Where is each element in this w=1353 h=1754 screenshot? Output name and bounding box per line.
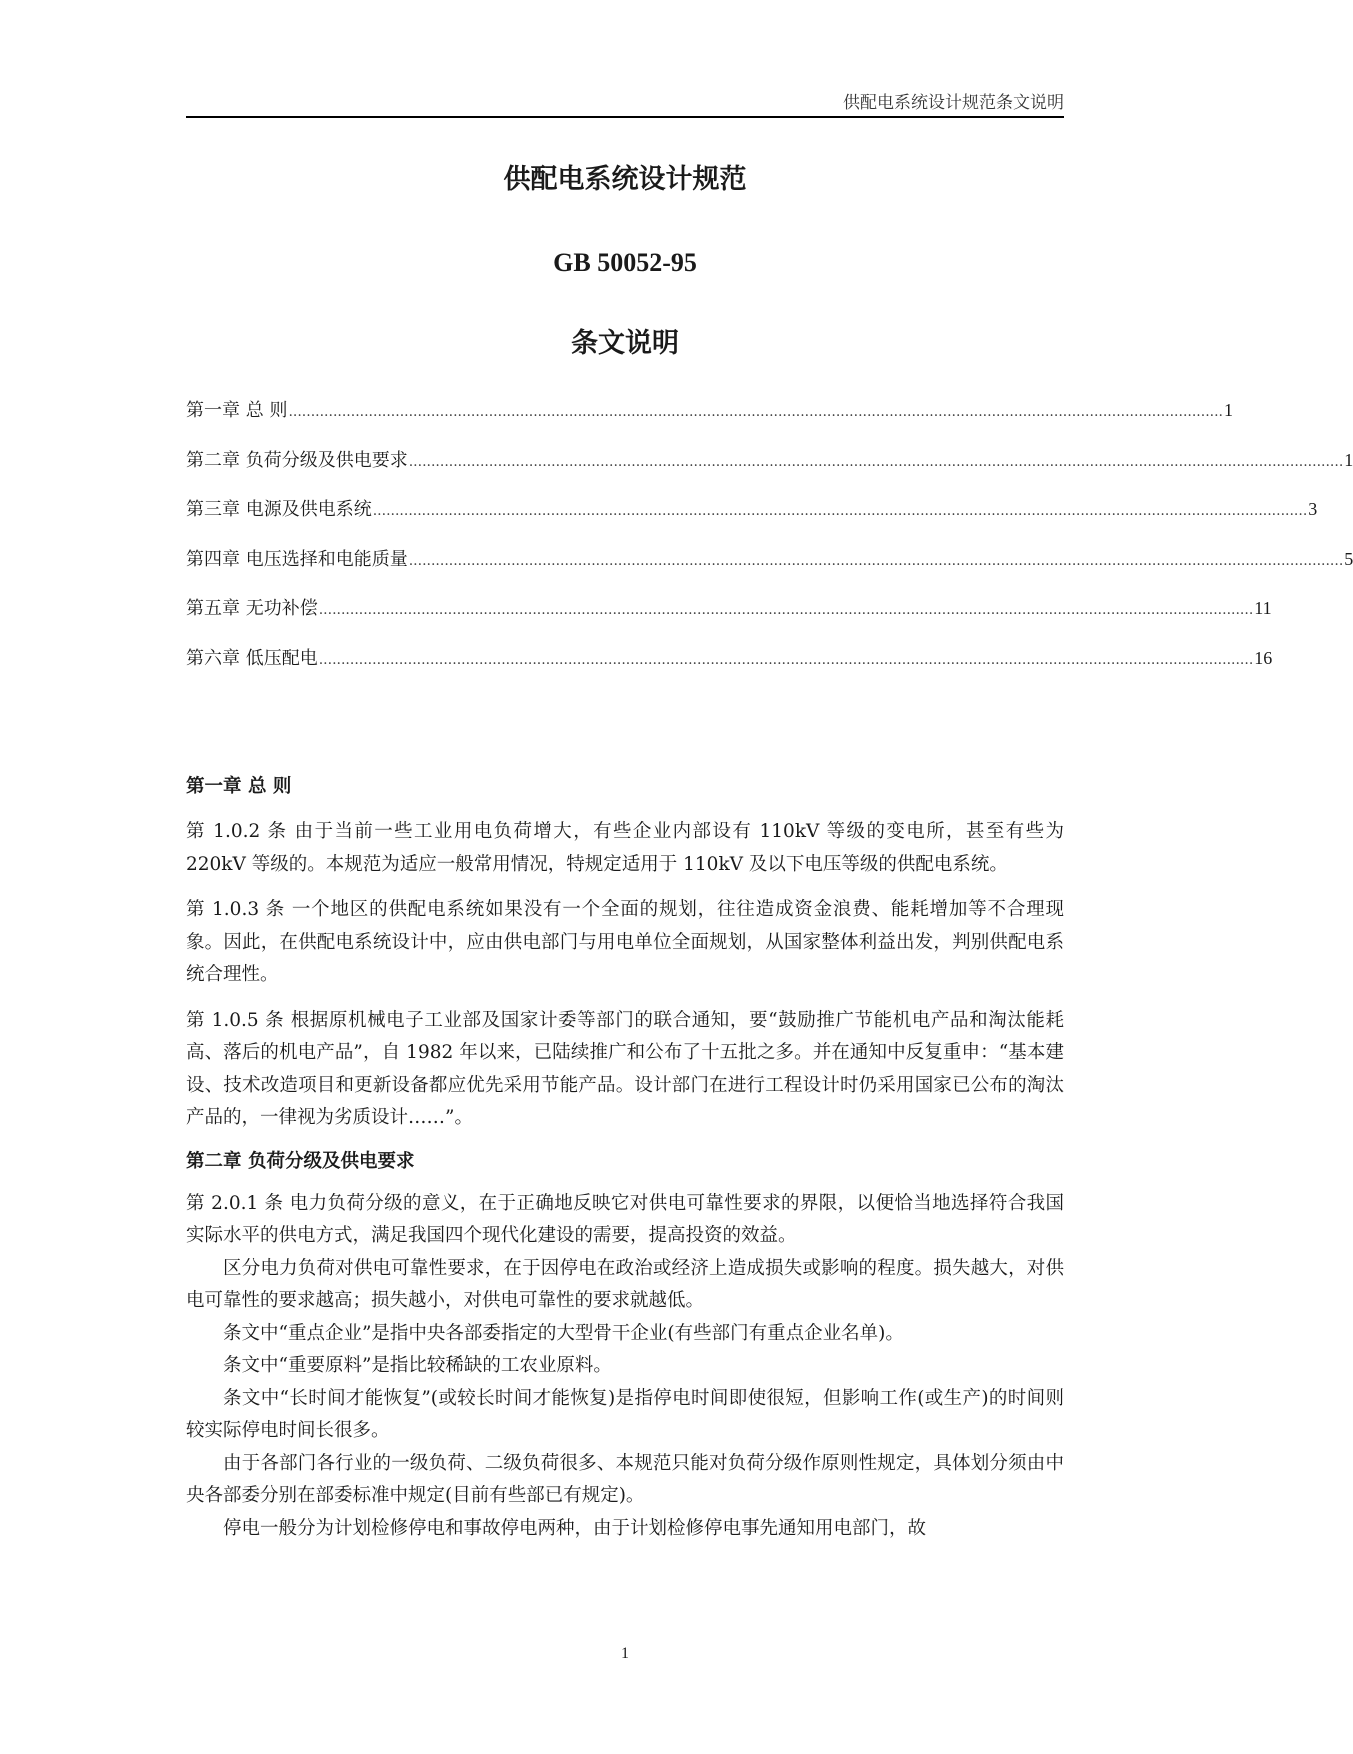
toc-entry[interactable]: [186, 446, 1353, 496]
standard-code: GB 50052-95: [553, 248, 697, 277]
body-content: [186, 770, 1064, 1545]
toc-entry-page: 1: [1224, 400, 1233, 420]
toc-entry-page: 11: [1254, 598, 1272, 618]
toc-entry[interactable]: [186, 644, 1273, 694]
toc-leader-dots: ..................................................................................................................................................................................................................: [408, 453, 1344, 470]
chapter-heading: 第一章 总 则: [186, 776, 292, 797]
running-header: 供配电系统设计规范条文说明: [843, 93, 1064, 113]
chapter-heading: 第二章 负荷分级及供电要求: [186, 1150, 415, 1172]
toc-entry-label: 第一章 总 则: [186, 400, 288, 421]
toc-entry-label: 第五章 无功补偿: [186, 598, 318, 619]
toc-entry-page: 3: [1308, 499, 1318, 519]
body-paragraph: 条文中“重要原料”是指比较稀缺的工农业原料。: [223, 1355, 612, 1376]
toc-entry-page: 5: [1344, 548, 1353, 569]
toc-entry-page: 16: [1254, 647, 1273, 668]
header-rule: [186, 116, 1064, 118]
clause-paragraph: 第 1.0.2 条 由于当前一些工业用电负荷增大，有些企业内部设有 110kV 等级的变电所，甚至有些为 220kV 等级的。本规范为适应一般常用情况，特规定适用于 110kV 及以下电压等级的供配电系统。: [186, 821, 1064, 875]
toc-entry-label: 第三章 电源及供电系统: [186, 499, 372, 520]
table-of-contents: [186, 396, 1353, 693]
toc-entry[interactable]: [186, 396, 1233, 446]
clause-paragraph: 第 2.0.1 条 电力负荷分级的意义，在于正确地反映它对供电可靠性要求的界限，以便恰当地选择符合我国实际水平的供电方式，满足我国四个现代化建设的需要，提高投资的效益。: [186, 1192, 1064, 1246]
document-title: 供配电系统设计规范: [503, 164, 747, 195]
clause-paragraph: 第 1.0.3 条 一个地区的供配电系统如果没有一个全面的规划，往往造成资金浪费、能耗增加等不合理现象。因此，在供配电系统设计中，应由供电部门与用电单位全面规划，从国家整体利益出发，判别供配电系统合理性。: [186, 899, 1064, 985]
body-paragraph: 区分电力负荷对供电可靠性要求，在于因停电在政治或经济上造成损失或影响的程度。损失越大，对供电可靠性的要求越高；损失越小，对供电可靠性的要求就越低。: [186, 1257, 1064, 1311]
toc-leader-dots: ..................................................................................................................................................................................................................: [372, 503, 1308, 519]
toc-leader-dots: ..................................................................................................................................................................................................................: [408, 552, 1344, 569]
body-paragraph: 停电一般分为计划检修停电和事故停电两种，由于计划检修停电事先通知用电部门，故: [223, 1517, 927, 1539]
body-paragraph: 条文中“长时间才能恢复”(或较长时间才能恢复)是指停电时间即使很短，但影响工作(或生产)的时间则较实际停电时间长很多。: [186, 1387, 1064, 1441]
toc-entry[interactable]: [186, 495, 1318, 545]
toc-leader-dots: ..................................................................................................................................................................................................................: [318, 602, 1254, 618]
body-paragraph: 由于各部门各行业的一级负荷、二级负荷很多、本规范只能对负荷分级作原则性规定，具体划分须由中央各部委分别在部委标准中规定(目前有些部已有规定)。: [186, 1452, 1064, 1506]
toc-entry[interactable]: [186, 545, 1353, 595]
toc-entry-label: 第四章 电压选择和电能质量: [186, 548, 408, 570]
body-paragraph: 条文中“重点企业”是指中央各部委指定的大型骨干企业(有些部门有重点企业名单)。: [223, 1322, 904, 1344]
toc-entry[interactable]: [186, 594, 1272, 644]
toc-leader-dots: ..................................................................................................................................................................................................................: [318, 651, 1254, 668]
page-number: 1: [621, 1645, 629, 1662]
title-block: [186, 160, 1064, 364]
document-subtitle: 条文说明: [571, 328, 679, 359]
toc-leader-dots: ..................................................................................................................................................................................................................: [288, 404, 1223, 420]
toc-entry-label: 第六章 低压配电: [186, 647, 318, 669]
toc-entry-page: 1: [1344, 449, 1353, 470]
toc-entry-label: 第二章 负荷分级及供电要求: [186, 449, 408, 471]
clause-paragraph: 第 1.0.5 条 根据原机械电子工业部及国家计委等部门的联合通知，要“鼓励推广节能机电产品和淘汰能耗高、落后的机电产品”，自 1982 年以来，已陆续推广和公布了十五批之多。并在通知中反复重申：“基本建设、技术改造项目和更新设备都应优先采用节能产品。设计部门在进行工程设计时仍采用国家已公布的淘汰产品的，一律视为劣质设计……”。: [186, 1009, 1064, 1128]
